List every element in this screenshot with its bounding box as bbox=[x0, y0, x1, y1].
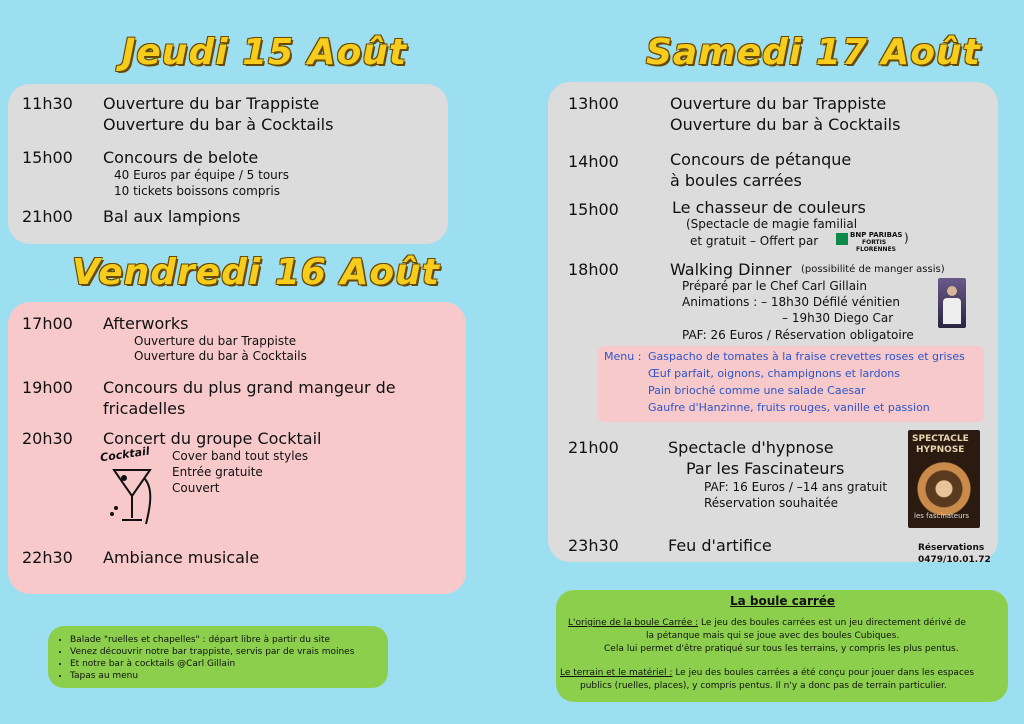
event-detail: – 19h30 Diego Car bbox=[782, 311, 894, 325]
boule-terrain bbox=[560, 668, 974, 678]
event-title: Concert du groupe Cocktail bbox=[103, 429, 322, 448]
event-time: 21h00 bbox=[568, 438, 619, 457]
cocktail-glass-icon bbox=[100, 448, 164, 532]
event-detail: PAF: 16 Euros / –14 ans gratuit bbox=[704, 480, 888, 494]
event-detail: Préparé par le Chef Carl Gillain bbox=[682, 279, 867, 293]
poster-title: HYPNOSE bbox=[916, 445, 965, 455]
event-detail: Entrée gratuite bbox=[172, 465, 263, 479]
event-title: fricadelles bbox=[103, 399, 186, 418]
thursday-panel bbox=[8, 84, 448, 244]
event-title: Ouverture du bar à Cocktails bbox=[670, 115, 901, 134]
event-time: 23h30 bbox=[568, 536, 619, 555]
boule-origin bbox=[568, 618, 966, 628]
event-title: Feu d'artifice bbox=[668, 536, 772, 555]
event-time: 21h00 bbox=[22, 207, 73, 226]
cocktail-band-logo bbox=[99, 444, 164, 532]
event-title: Concours de belote bbox=[103, 148, 259, 167]
event-time: 15h00 bbox=[568, 200, 619, 219]
event-detail: Ouverture du bar à Cocktails bbox=[134, 349, 307, 363]
menu-item: Pain brioché comme une salade Caesar bbox=[648, 384, 866, 397]
event-title: Le chasseur de couleurs bbox=[672, 198, 866, 217]
sponsor-name: FLORENNES bbox=[856, 246, 896, 253]
saturday-title: Samedi 17 Août bbox=[646, 32, 981, 73]
event-detail: (Spectacle de magie familial bbox=[686, 217, 858, 231]
info-item: • Venez découvrir notre bar trappiste, servis par de vrais moines bbox=[70, 646, 354, 658]
hypnosis-poster bbox=[908, 430, 980, 528]
reservations-label: Réservations bbox=[918, 543, 985, 553]
event-title: Afterworks bbox=[103, 314, 189, 333]
bnp-star-icon bbox=[836, 233, 848, 245]
boule-panel bbox=[556, 590, 1008, 702]
friday-title: Vendredi 16 Août bbox=[72, 252, 440, 293]
event-title: Ouverture du bar Trappiste bbox=[103, 94, 320, 113]
event-time: 18h00 bbox=[568, 260, 619, 279]
bnp-paribas-logo: BNP PARIBAS FORTIS FLORENNES ) bbox=[836, 231, 912, 253]
event-title: Bal aux lampions bbox=[103, 207, 241, 226]
poster-title: SPECTACLE bbox=[912, 434, 969, 444]
boule-terrain-text: publics (ruelles, places), y compris pentus. Il n'y a donc pas de terrain particulier. bbox=[580, 681, 947, 691]
event-time: 17h00 bbox=[22, 314, 73, 333]
event-title: Walking Dinner bbox=[670, 260, 792, 279]
friday-panel bbox=[8, 302, 466, 594]
sponsor-name: FORTIS bbox=[862, 239, 887, 246]
event-title: à boules carrées bbox=[670, 171, 802, 190]
info-item: • Tapas au menu bbox=[70, 670, 354, 682]
event-title: Concours de pétanque bbox=[670, 150, 852, 169]
menu-item: Œuf parfait, oignons, champignons et lardons bbox=[648, 367, 901, 380]
boule-origin-text: Le jeu des boules carrées est un jeu directement dérivé de bbox=[698, 618, 966, 628]
chef-photo bbox=[938, 278, 966, 328]
menu-item: Gaufre d'Hanzinne, fruits rouges, vanille et passion bbox=[648, 401, 930, 414]
event-detail: Couvert bbox=[172, 481, 220, 495]
event-title: Ouverture du bar Trappiste bbox=[670, 94, 887, 113]
info-item: • Balade "ruelles et chapelles" : départ libre à partir du site bbox=[70, 634, 354, 646]
event-detail: Cover band tout styles bbox=[172, 449, 309, 463]
event-title: Ouverture du bar à Cocktails bbox=[103, 115, 334, 134]
event-detail: Animations : – 18h30 Défilé vénitien bbox=[682, 295, 901, 309]
thursday-title: Jeudi 15 Août bbox=[122, 32, 408, 73]
menu-label: Menu : bbox=[604, 350, 642, 363]
event-detail: et gratuit – Offert par bbox=[690, 234, 819, 248]
event-time: 22h30 bbox=[22, 548, 73, 567]
event-note: (possibilité de manger assis) bbox=[801, 264, 945, 275]
event-time: 13h00 bbox=[568, 94, 619, 113]
event-detail: 40 Euros par équipe / 5 tours bbox=[114, 168, 289, 182]
cocktail-logo-text: Cocktail bbox=[99, 444, 151, 465]
event-title: Par les Fascinateurs bbox=[686, 459, 845, 478]
event-time: 11h30 bbox=[22, 94, 73, 113]
menu-panel bbox=[598, 346, 984, 422]
boule-terrain-label: Le terrain et le matériel : bbox=[560, 668, 673, 678]
event-detail: PAF: 26 Euros / Réservation obligatoire bbox=[682, 328, 914, 342]
boule-origin-text: Cela lui permet d'être pratiqué sur tous les terrains, y compris les plus pentus. bbox=[604, 644, 959, 654]
saturday-panel bbox=[548, 82, 998, 565]
event-detail: Réservation souhaitée bbox=[704, 496, 838, 510]
info-item: • Et notre bar à cocktails @Carl Gillain bbox=[70, 658, 354, 670]
info-panel bbox=[48, 626, 388, 688]
event-detail: Ouverture du bar Trappiste bbox=[134, 334, 297, 348]
event-time: 15h00 bbox=[22, 148, 73, 167]
boule-origin-text: la pétanque mais qui se joue avec des boules Cubiques. bbox=[646, 631, 900, 641]
event-title: Ambiance musicale bbox=[103, 548, 260, 567]
event-title: Concours du plus grand mangeur de bbox=[103, 378, 396, 397]
boule-title: La boule carrée bbox=[730, 594, 836, 608]
reservations-phone: 0479/10.01.72 bbox=[918, 555, 991, 565]
poster-subtitle: les fascinateurs bbox=[914, 512, 970, 520]
menu-item: Gaspacho de tomates à la fraise crevettes roses et grises bbox=[648, 350, 965, 363]
event-time: 20h30 bbox=[22, 429, 73, 448]
event-detail: 10 tickets boissons compris bbox=[114, 184, 280, 198]
sponsor-name: BNP PARIBAS bbox=[850, 231, 903, 239]
event-time: 19h00 bbox=[22, 378, 73, 397]
event-title: Spectacle d'hypnose bbox=[668, 438, 834, 457]
boule-terrain-text: Le jeu des boules carrées a été conçu pour jouer dans les espaces bbox=[672, 668, 975, 678]
boule-origin-label: L'origine de la boule Carrée : bbox=[568, 618, 699, 628]
event-time: 14h00 bbox=[568, 152, 619, 171]
